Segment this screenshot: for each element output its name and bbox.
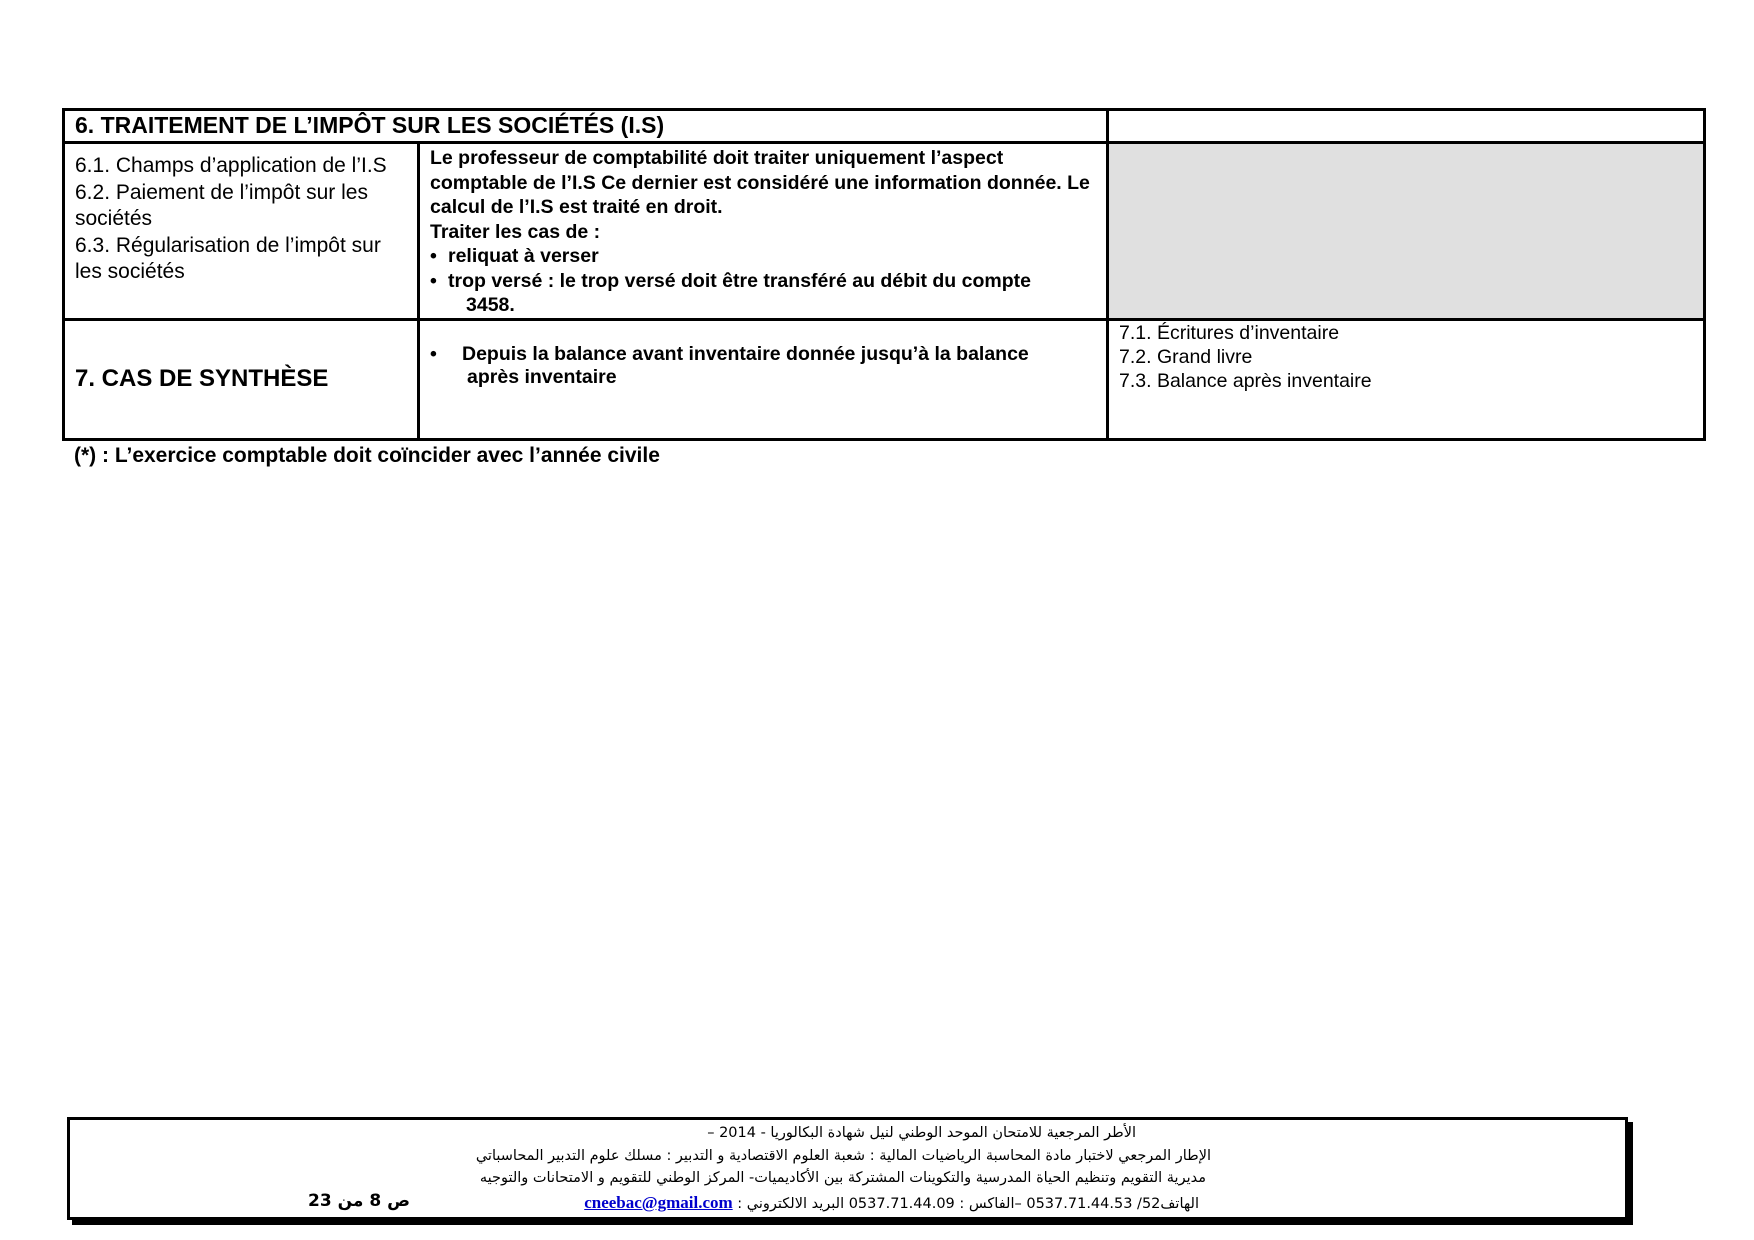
email-link[interactable]: cneebac@gmail.com	[584, 1193, 733, 1212]
section-7-instructions	[419, 319, 1108, 439]
bullet-continuation: après inventaire	[467, 365, 617, 388]
bullet-continuation: 3458.	[466, 294, 515, 316]
section-7-title: 7. CAS DE SYNTHÈSE	[64, 319, 419, 439]
section-6-title: 6. TRAITEMENT DE L’IMPÔT SUR LES SOCIÉTÉS (I.S)	[64, 110, 1108, 143]
footer-line-1: الأطر المرجعية للامتحان الموحد الوطني لنيل شهادة البكالوريا - 2014 –	[707, 1125, 1136, 1141]
section-6-topics	[64, 143, 419, 320]
bullet-icon: •	[430, 342, 437, 365]
footer-line-3: مديرية التقويم وتنظيم الحياة المدرسية والتكوينات المشتركة بين الأكاديميات- المركز الوطني للتقويم و الامتحانات والتوجيه	[479, 1170, 1206, 1186]
bullet-item	[430, 244, 1100, 269]
bullet-icon: •	[430, 269, 437, 292]
topic-6-2: 6.2. Paiement de l’impôt sur les sociétés	[75, 180, 368, 230]
bullet-text: trop versé : le trop versé doit être transféré au débit du compte	[448, 269, 1031, 292]
program-table	[62, 108, 1706, 441]
footer-line-2: الإطار المرجعي لاختبار مادة المحاسبة الرياضيات المالية : شعبة العلوم الاقتصادية و التدبير : مسلك علوم التدبير المحاسباتي	[475, 1148, 1211, 1164]
bullet-text: Depuis la balance avant inventaire donnée jusqu’à la balance	[462, 342, 1029, 365]
section-6-title-empty-cell	[1108, 110, 1705, 143]
section-6-instructions	[419, 143, 1108, 320]
topic-7-1: 7.1. Écritures d’inventaire	[1119, 321, 1340, 344]
instruction-paragraph: Le professeur de comptabilité doit traiter uniquement l’aspect comptable de l’I.S Ce dernier est considéré une information donnée. Le calcul de l’I.S est traité en droit.	[430, 147, 1090, 218]
footnote: (*) : L’exercice comptable doit coïncider avec l’année civile	[74, 444, 660, 467]
section-6-shaded-cell	[1108, 143, 1705, 320]
footer-contact	[58, 1193, 1199, 1213]
topic-7-3: 7.3. Balance après inventaire	[1119, 369, 1372, 392]
bullet-icon: •	[430, 245, 437, 267]
bullet-text: reliquat à verser	[448, 245, 599, 267]
topic-6-1: 6.1. Champs d’application de l’I.S	[75, 154, 387, 177]
cases-intro: Traiter les cas de :	[430, 220, 601, 243]
topic-7-2: 7.2. Grand livre	[1119, 345, 1253, 368]
page-footer	[67, 1117, 1628, 1220]
footer-contact-text: الهاتف52/ 0537.71.44.53 –الفاكس : 0537.71.44.09 البريد الالكتروني :	[737, 1196, 1199, 1212]
bullet-item	[428, 343, 1100, 366]
section-7-topics	[1108, 319, 1705, 439]
page-number: ص 8 من 23	[308, 1191, 410, 1211]
topic-6-3: 6.3. Régularisation de l’impôt sur les sociétés	[75, 233, 381, 283]
bullet-item	[430, 269, 1100, 294]
